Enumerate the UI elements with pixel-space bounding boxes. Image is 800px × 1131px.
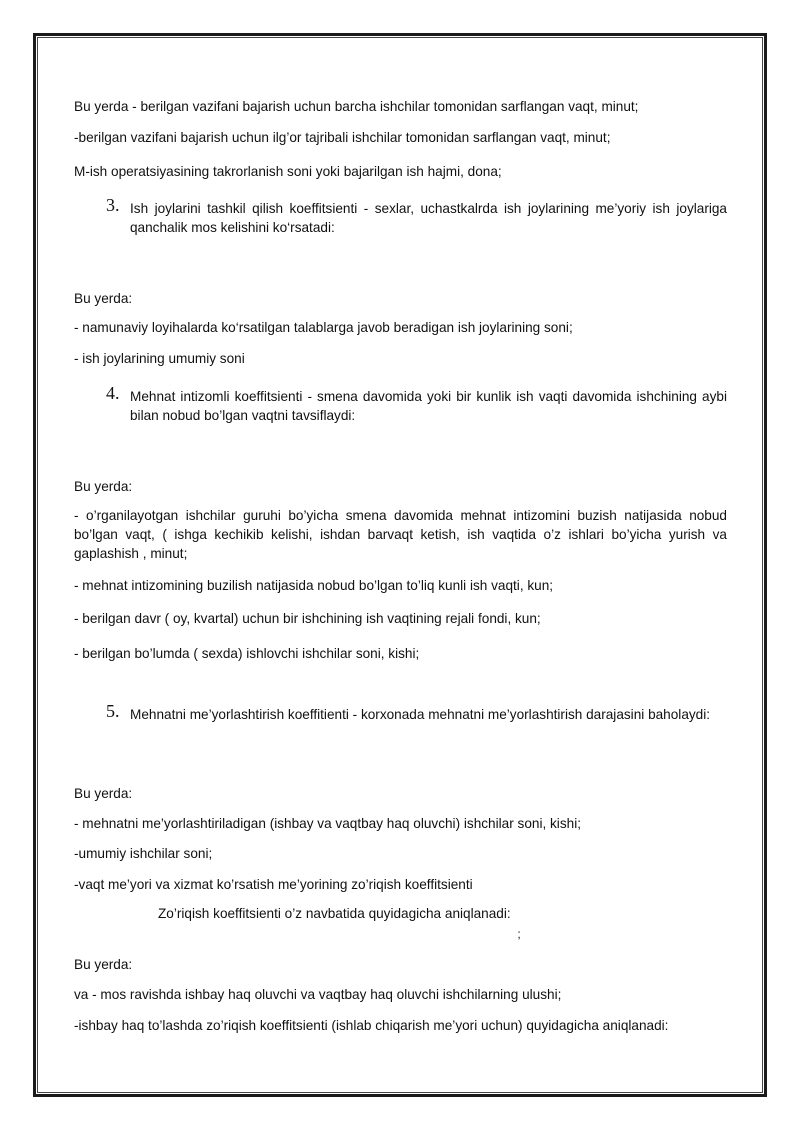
text-line: M-ish operatsiyasining takrorlanish soni yoki bajarilgan ish hajmi, dona; — [74, 164, 502, 179]
text-line: - mehnat intizomining buzilish natijasida nobud bo’lgan to’liq kunli ish vaqti, kun; — [74, 578, 554, 593]
numbered-item-5 — [106, 701, 727, 724]
text-line: - berilgan davr ( oy, kvartal) uchun bir ishchining ish vaqtining rejali fondi, kun; — [74, 611, 541, 626]
text-line: -berilgan vazifani bajarish uchun ilg’or tajribali ishchilar tomonidan sarflangan vaqt, minut; — [74, 130, 611, 145]
text-line: - namunaviy loyihalarda ko‘rsatilgan talablarga javob beradigan ish joylarining soni; — [74, 320, 573, 335]
text-line: va - mos ravishda ishbay haq oluvchi va vaqtbay haq oluvchi ishchilarning ulushi; — [74, 987, 562, 1002]
text-line: Bu yerda: — [74, 479, 133, 494]
numbered-item-3 — [106, 195, 727, 237]
item-text: Ish joylarini tashkil qilish koeffitsienti - sexlar, uchastkalrda ish joylarining me’yoriy ish joylariga qanchalik mos kelishini ko‘rsatadi: — [130, 201, 727, 235]
text-line: -ishbay haq to’lashda zo’riqish koeffitsienti (ishlab chiqarish me’yori uchun) quyidagicha aniqlanadi: — [74, 1018, 669, 1033]
page-border-inner — [37, 37, 763, 1093]
item-number: 3. — [106, 195, 120, 215]
text-line: -vaqt me’yori va xizmat ko’rsatish me’yorining zo’riqish koeffitsienti — [74, 877, 473, 892]
text-line: - ish joylarining umumiy soni — [74, 351, 245, 366]
item-text: Mehnat intizomli koeffitsienti - smena davomida yoki bir kunlik ish vaqti davomida ishchining aybi bilan nobud bo’lgan vaqtni tavsiflaydi: — [130, 389, 727, 423]
text-paragraph: - o’rganilayotgan ishchilar guruhi bo’yicha smena davomida mehnat intizomini buzish natijasida nobud bo’lgan vaqt, ( ishga kechikib kelishi, ishdan barvaqt ketish, ish vaqtida o’z ishlari bo’yicha yurish va gaplashish , minut; — [74, 508, 727, 561]
text-line: - berilgan bo’lumda ( sexda) ishlovchi ishchilar soni, kishi; — [74, 646, 420, 661]
item-number: 4. — [106, 383, 120, 403]
text-line: Bu yerda - berilgan vazifani bajarish uchun barcha ishchilar tomonidan sarflangan vaqt, minut; — [74, 99, 639, 114]
semicolon-mark: ; — [517, 927, 521, 941]
item-number: 5. — [106, 701, 120, 721]
item-text: Mehnatni me’yorlashtirish koeffitienti - korxonada mehnatni me’yorlashtirish darajasini baholaydi: — [130, 707, 711, 722]
numbered-item-4 — [106, 383, 727, 425]
text-line: - mehnatni me’yorlashtiriladigan (ishbay va vaqtbay haq oluvchi) ishchilar soni, kishi; — [74, 816, 581, 831]
indented-text-line: Zo’riqish koeffitsienti o’z navbatida quyidagicha aniqlanadi: — [158, 906, 511, 921]
text-line: Bu yerda: — [74, 957, 133, 972]
text-line: Bu yerda: — [74, 786, 133, 801]
text-line: Bu yerda: — [74, 291, 133, 306]
text-line: -umumiy ishchilar soni; — [74, 846, 213, 861]
